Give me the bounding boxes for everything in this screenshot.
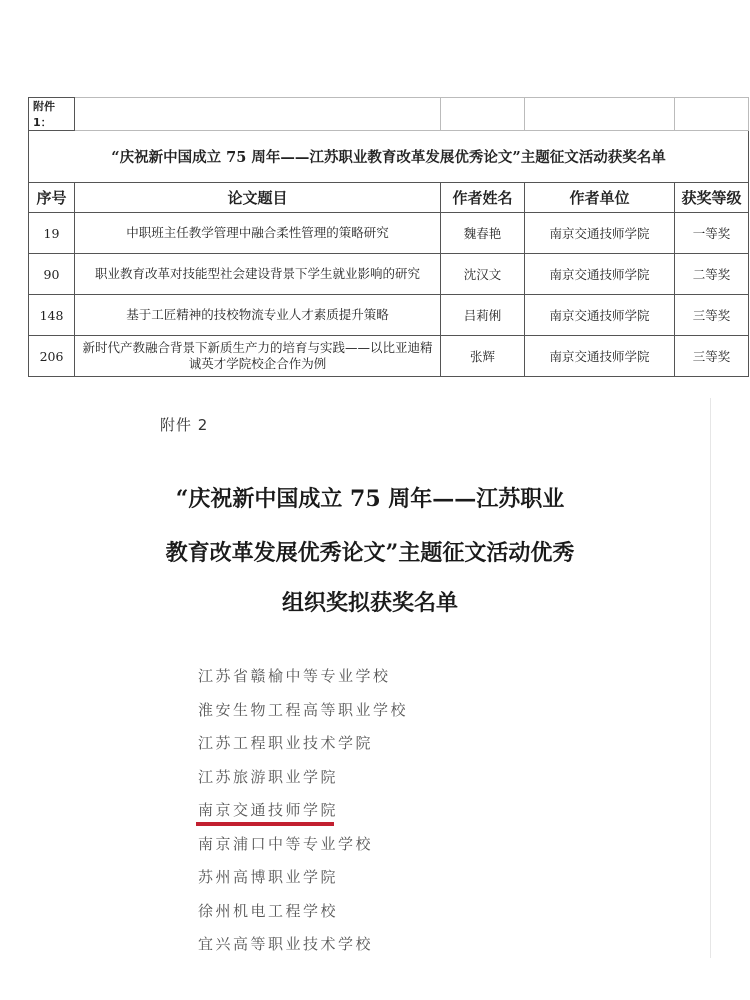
award-table [28,97,749,377]
header-author: 作者姓名 [441,183,525,213]
cell-title: 中职班主任教学管理中融合柔性管理的策略研究 [75,213,441,254]
cell-unit: 南京交通技师学院 [525,213,675,254]
cell-award: 一等奖 [675,213,749,254]
cell-title: 职业教育改革对技能型社会建设背景下学生就业影响的研究 [75,254,441,295]
cell-unit: 南京交通技师学院 [525,336,675,377]
table-row [29,295,749,336]
page-edge-line [710,398,711,958]
table-row [29,254,749,295]
cell-no: 206 [29,336,75,377]
list-item: 徐州机电工程学校 [198,901,339,920]
title-row [29,131,749,183]
attachment-label: 附件1： [29,98,75,131]
list-item: 江苏省赣榆中等专业学校 [198,667,391,685]
table-title: “庆祝新中国成立 75 周年——江苏职业教育改革发展优秀论文”主题征文活动获奖名单 [29,131,749,183]
cell-no: 19 [29,213,75,254]
organization-list [198,660,408,962]
empty-cell [75,98,441,131]
cell-no: 90 [29,254,75,295]
cell-author: 吕莉俐 [441,295,525,336]
list-item: 江苏旅游职业学院 [198,767,339,786]
highlight-underline [196,822,334,826]
header-unit: 作者单位 [525,183,675,213]
header-no: 序号 [29,183,75,213]
header-row [29,183,749,213]
list-item: 苏州高博职业学院 [198,868,339,886]
list-item: 江苏工程职业技术学院 [198,734,374,752]
list-item: 南京浦口中等专业学校 [198,834,374,853]
cell-author: 张辉 [441,336,525,377]
cell-no: 148 [29,295,75,336]
cell-award: 三等奖 [675,336,749,377]
document-title-line-2: 教育改革发展优秀论文”主题征文活动优秀 [165,540,575,566]
header-title: 论文题目 [75,183,441,213]
list-item: 淮安生物工程高等职业学校 [198,700,409,719]
cell-award: 二等奖 [675,254,749,295]
cell-unit: 南京交通技师学院 [525,254,675,295]
cell-author: 魏春艳 [441,213,525,254]
attachment2-label: 附件 2 [160,416,209,434]
empty-cell [441,98,525,131]
table-row [29,213,749,254]
document-title-line-3: 组织奖拟获奖名单 [281,590,458,616]
cell-title: 基于工匠精神的技校物流专业人才素质提升策略 [75,295,441,336]
document-title-line-1: “庆祝新中国成立 75 周年——江苏职业 [175,486,565,512]
list-item: 宜兴高等职业技术学校 [198,935,374,953]
cell-award: 三等奖 [675,295,749,336]
cell-author: 沈汉文 [441,254,525,295]
empty-cell [675,98,749,131]
list-item-highlighted: 南京交通技师学院 [198,801,339,819]
header-award: 获奖等级 [675,183,749,213]
cell-title: 新时代产教融合背景下新质生产力的培育与实践——以比亚迪精诚英才学院校企合作为例 [75,336,441,377]
empty-cell [525,98,675,131]
attachment-row [29,98,749,131]
table-row [29,336,749,377]
cell-unit: 南京交通技师学院 [525,295,675,336]
